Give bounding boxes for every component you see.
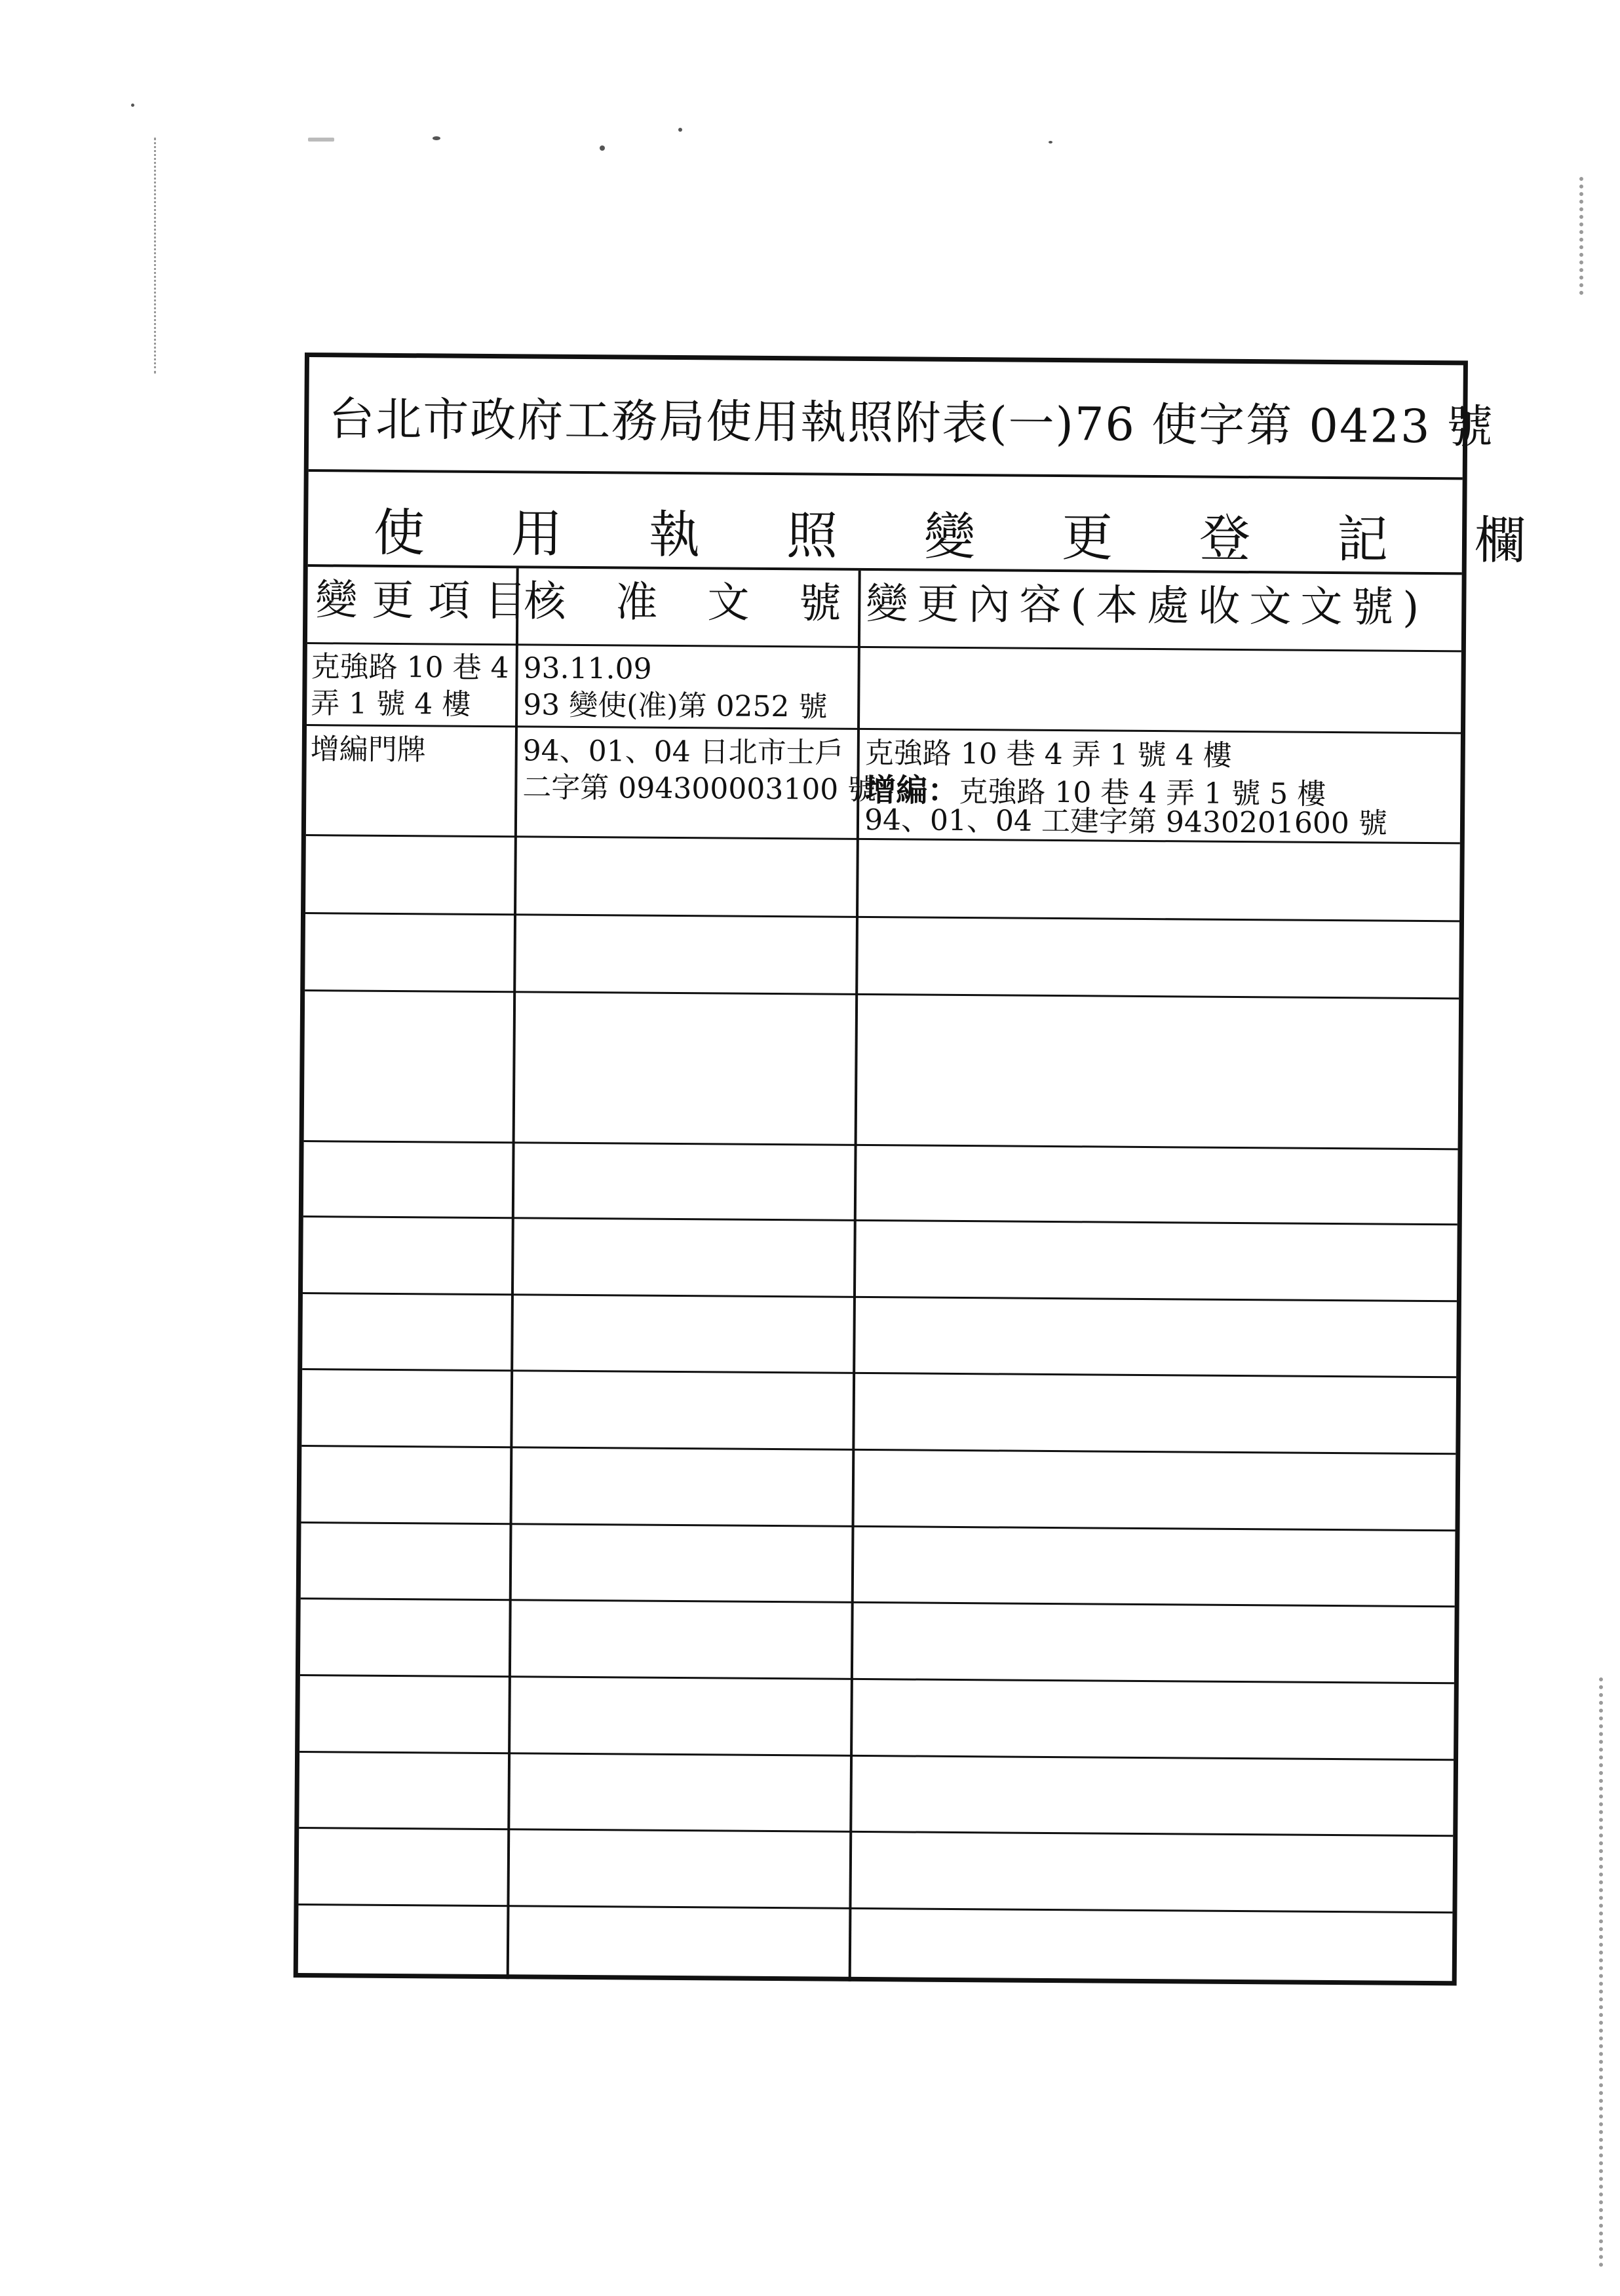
section-header: 使用執照變更登記欄 — [373, 503, 1613, 571]
row-divider — [298, 1904, 1452, 1913]
column-header-change-content: 變更內容(本處收文文號) — [866, 579, 1429, 632]
scan-speck — [600, 145, 605, 151]
row-divider — [301, 1598, 1455, 1607]
row-divider — [304, 1140, 1458, 1150]
row-divider — [303, 1292, 1457, 1302]
row-divider — [300, 1674, 1454, 1684]
form-title-row — [309, 357, 1495, 480]
row-divider — [301, 1445, 1456, 1455]
scan-edge — [1579, 177, 1587, 295]
usage-license-appendix-form — [294, 353, 1613, 1985]
row-divider — [302, 1368, 1456, 1378]
scan-speck — [678, 128, 682, 132]
added-address: 克強路 10 巷 4 弄 1 號 5 樓 — [959, 775, 1326, 811]
row2-content-original-address: 克強路 10 巷 4 弄 1 號 4 樓 — [864, 736, 1232, 773]
column-header-change-item: 變更項目 — [315, 576, 541, 626]
scan-speck — [131, 104, 134, 107]
scan-edge — [1599, 1677, 1607, 2267]
change-registration-table — [298, 567, 1462, 1985]
row1-change-item-line2: 弄 1 號 4 樓 — [311, 687, 471, 721]
row-divider — [301, 1521, 1456, 1531]
row-divider — [299, 1827, 1453, 1837]
row2-approval-line2: 二字第 094300003100 號 — [522, 771, 877, 807]
scan-speck — [1049, 141, 1052, 144]
section-header-row — [308, 472, 1613, 575]
row-divider — [305, 912, 1459, 922]
row2-content-document-number: 94、01、04 工建字第 9430201600 號 — [864, 803, 1388, 841]
row-divider — [299, 1751, 1454, 1761]
scan-speck — [308, 138, 334, 142]
row2-approval-line1: 94、01、04 日北市士戶 — [522, 734, 844, 770]
row1-approval-date: 93.11.09 — [523, 651, 652, 686]
row-divider — [305, 989, 1459, 999]
column-header-approval-number: 核准文號 — [524, 577, 891, 629]
row1-change-item-line1: 克強路 10 巷 4 — [311, 650, 509, 685]
row-divider — [307, 724, 1461, 734]
scan-speck — [433, 136, 440, 140]
row1-approval-number: 93 變使(准)第 0252 號 — [523, 688, 828, 724]
added-number-label: 增編： — [864, 771, 959, 809]
row-divider — [303, 1215, 1457, 1225]
form-title: 台北市政府工務局使用執照附表(一)76 使字第 0423 號 — [328, 392, 1495, 454]
scan-edge — [154, 138, 160, 373]
row2-change-item: 增編門牌 — [310, 733, 426, 767]
column-divider — [507, 568, 519, 1979]
